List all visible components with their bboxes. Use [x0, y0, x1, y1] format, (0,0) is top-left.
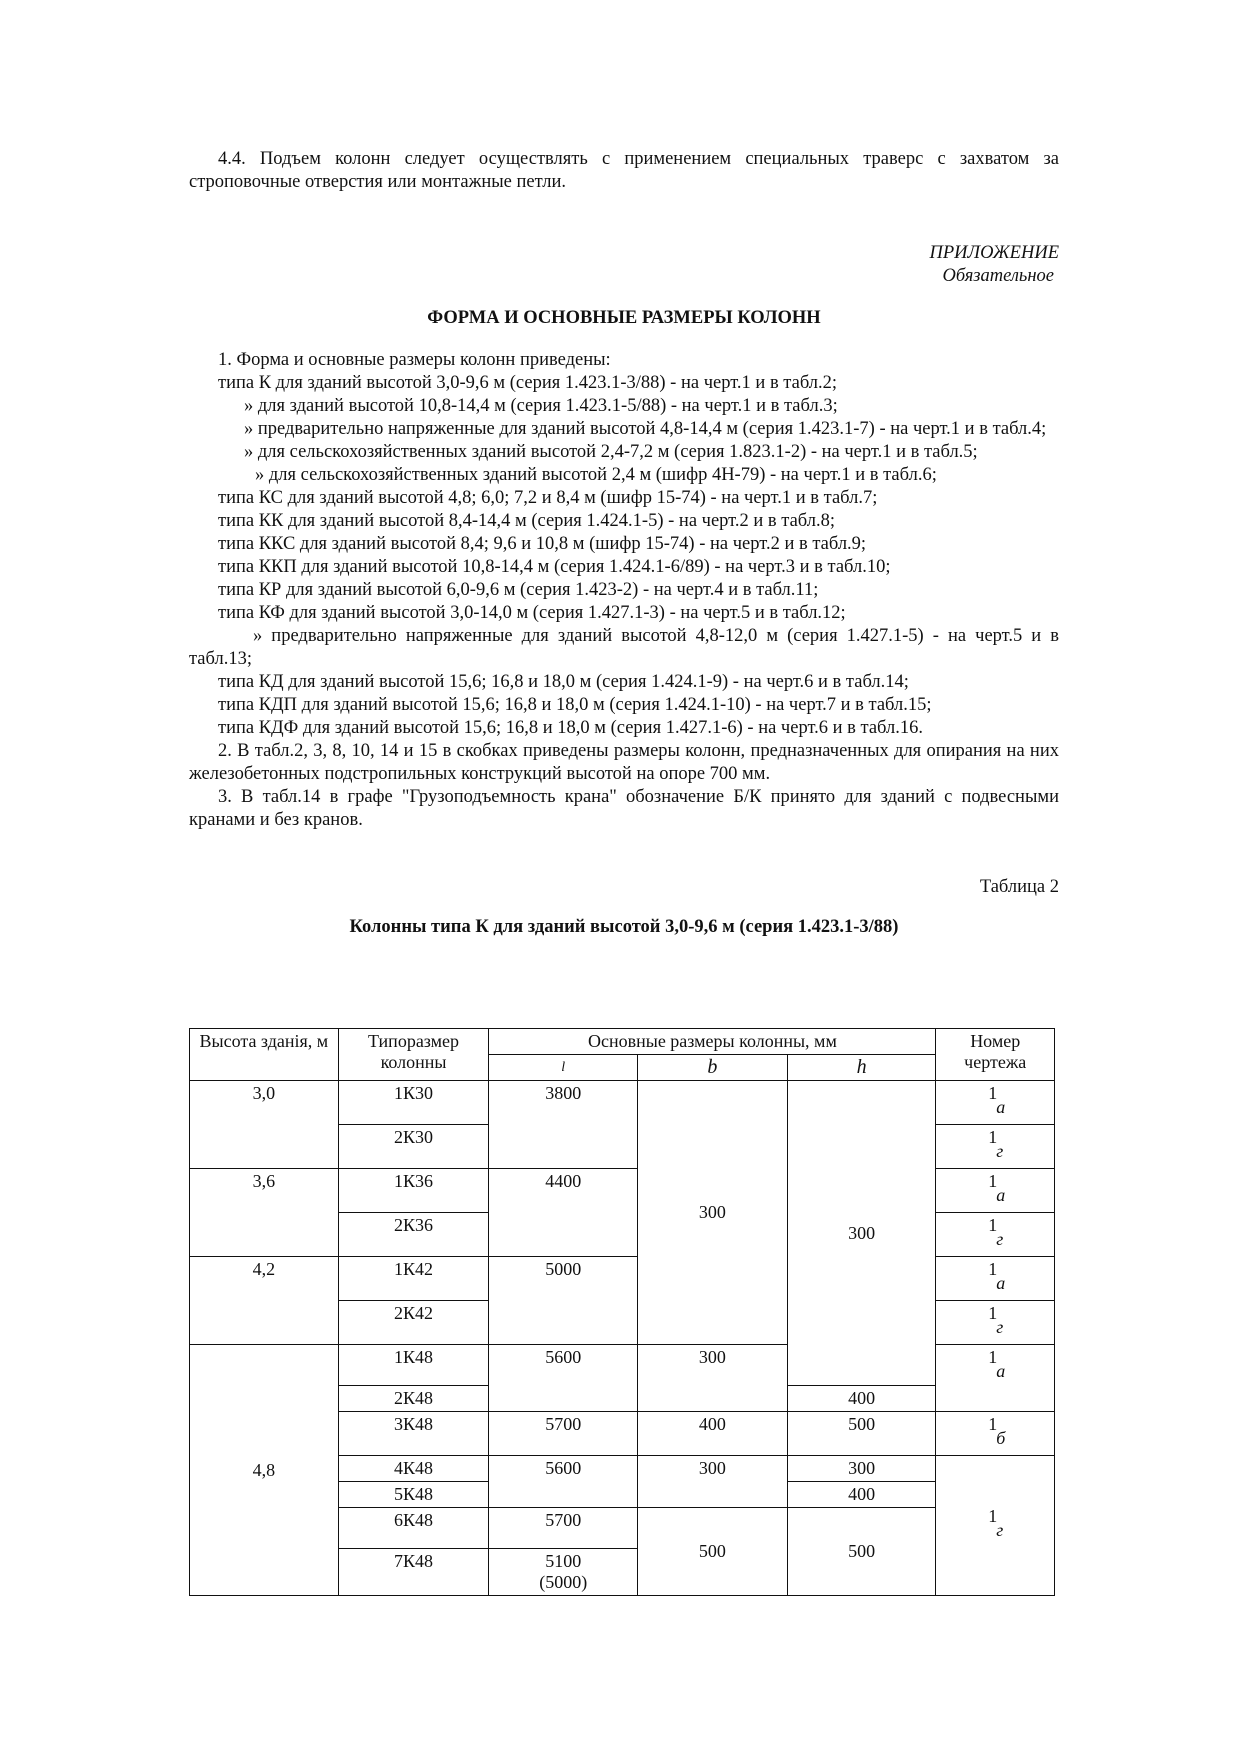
drawing-number: 1	[988, 1506, 998, 1526]
height-cell: 3,0	[190, 1081, 339, 1169]
item-17: 2. В табл.2, 3, 8, 10, 14 и 15 в скобках приведены размеры колонн, предназначенных для опирания на них железобетонных подстропильных конструкций высотой на опоре 700 мм.	[189, 741, 1059, 784]
l-cell: 5000	[489, 1257, 638, 1345]
header-height: Высота зданія, м	[190, 1029, 339, 1081]
item-8: типа КК для зданий высотой 8,4-14,4 м (серия 1.424.1-5) - на черт.2 и в табл.8;	[218, 511, 835, 531]
drawing-number: 1	[988, 1259, 998, 1279]
item-9: типа ККС для зданий высотой 8,4; 9,6 и 10,8 м (шифр 15-74) - на черт.2 и в табл.9;	[218, 534, 867, 554]
drawing-number: 1	[988, 1347, 998, 1367]
l-cell	[489, 1549, 638, 1596]
b-cell: 300	[638, 1456, 788, 1508]
drawing-number: 1	[988, 1171, 998, 1191]
drawing-cell	[936, 1125, 1055, 1169]
drawing-cell	[936, 1081, 1055, 1125]
l-value-alt: (5000)	[539, 1572, 588, 1592]
type-cell: 1К36	[338, 1169, 489, 1213]
l-cell: 5600	[489, 1456, 638, 1508]
drawing-number: 1	[988, 1303, 998, 1323]
drawing-number: 1	[988, 1414, 998, 1434]
b-cell: 500	[638, 1508, 788, 1596]
appendix-heading: ФОРМА И ОСНОВНЫЕ РАЗМЕРЫ КОЛОНН	[427, 308, 821, 328]
type-cell: 6К48	[338, 1508, 489, 1549]
section-4-4: 4.4. Подъем колонн следует осуществлять с применением специальных траверс с захватом за строповочные отверстия или монтажные петли.	[189, 149, 1059, 192]
item-1: 1. Форма и основные размеры колонн приведены:	[218, 350, 611, 370]
header-drawing: Номер чертежа	[936, 1029, 1055, 1081]
b-cell: 400	[638, 1412, 788, 1456]
item-11: типа КР для зданий высотой 6,0-9,6 м (серия 1.423-2) - на черт.4 и в табл.11;	[218, 580, 819, 600]
item-13: » предварительно напряженные для зданий высотой 4,8-12,0 м (серия 1.427.1-5) - на черт.5 и в табл.13;	[189, 626, 1059, 669]
l-cell: 5600	[489, 1345, 638, 1412]
height-cell: 3,6	[190, 1169, 339, 1257]
item-10: типа ККП для зданий высотой 10,8-14,4 м (серия 1.424.1-6/89) - на черт.3 и в табл.10;	[218, 557, 891, 577]
height-cell: 4,2	[190, 1257, 339, 1345]
drawing-cell	[936, 1169, 1055, 1213]
drawing-suffix: г	[996, 1317, 1004, 1337]
drawing-suffix: б	[996, 1428, 1006, 1448]
l-cell: 4400	[489, 1169, 638, 1257]
l-cell: 5700	[489, 1508, 638, 1549]
item-5: » для сельскохозяйственных зданий высотой 2,4-7,2 м (серия 1.823.1-2) - на черт.1 и в табл.5;	[244, 442, 978, 462]
drawing-suffix: а	[996, 1361, 1006, 1381]
columns-table	[189, 1028, 1055, 1596]
item-16: типа КДФ для зданий высотой 15,6; 16,8 и 18,0 м (серия 1.427.1-6) - на черт.6 и в табл.16.	[218, 718, 923, 738]
drawing-suffix: г	[996, 1229, 1004, 1249]
type-cell: 1К42	[338, 1257, 489, 1301]
appendix-status: Обязательное	[942, 266, 1054, 286]
l-cell: 5700	[489, 1412, 638, 1456]
table-title: Колонны типа К для зданий высотой 3,0-9,6 м (серия 1.423.1-3/88)	[349, 917, 899, 937]
l-value: 5100	[545, 1551, 582, 1571]
type-cell: 1К30	[338, 1081, 489, 1125]
type-cell: 2К36	[338, 1213, 489, 1257]
l-cell: 3800	[489, 1081, 638, 1169]
drawing-suffix: г	[996, 1520, 1004, 1540]
type-cell: 4К48	[338, 1456, 489, 1482]
drawing-suffix: а	[996, 1273, 1006, 1293]
type-cell: 1К48	[338, 1345, 489, 1386]
appendix-label: ПРИЛОЖЕНИЕ	[929, 243, 1059, 263]
drawing-number: 1	[988, 1215, 998, 1235]
drawing-cell	[936, 1345, 1055, 1412]
item-12: типа КФ для зданий высотой 3,0-14,0 м (серия 1.427.1-3) - на черт.5 и в табл.12;	[218, 603, 846, 623]
item-18: 3. В табл.14 в графе "Грузоподъемность крана" обозначение Б/К принято для зданий с подвесными кранами и без кранов.	[189, 787, 1059, 830]
header-l: l	[489, 1055, 638, 1081]
drawing-number: 1	[988, 1127, 998, 1147]
drawing-cell	[936, 1257, 1055, 1301]
drawing-cell	[936, 1412, 1055, 1456]
drawing-cell	[936, 1213, 1055, 1257]
item-7: типа КС для зданий высотой 4,8; 6,0; 7,2 и 8,4 м (шифр 15-74) - на черт.1 и в табл.7;	[218, 488, 878, 508]
type-cell: 5К48	[338, 1482, 489, 1508]
type-cell: 2К42	[338, 1301, 489, 1345]
item-6: » для сельскохозяйственных зданий высотой 2,4 м (шифр 4Н-79) - на черт.1 и в табл.6;	[255, 465, 937, 485]
drawing-number: 1	[988, 1083, 998, 1103]
item-3: » для зданий высотой 10,8-14,4 м (серия 1.423.1-5/88) - на черт.1 и в табл.3;	[244, 396, 838, 416]
type-cell: 2К30	[338, 1125, 489, 1169]
b-cell: 300	[638, 1345, 788, 1412]
header-h: h	[787, 1055, 936, 1081]
drawing-cell	[936, 1456, 1055, 1596]
item-4: » предварительно напряженные для зданий высотой 4,8-14,4 м (серия 1.423.1-7) - на черт.1 и в табл.4;	[244, 419, 1047, 439]
header-b: b	[638, 1055, 788, 1081]
h-cell: 400	[787, 1386, 936, 1412]
document-body	[189, 148, 1059, 939]
item-14: типа КД для зданий высотой 15,6; 16,8 и 18,0 м (серия 1.424.1-9) - на черт.6 и в табл.14;	[218, 672, 909, 692]
h-cell: 400	[787, 1482, 936, 1508]
h-cell: 300	[787, 1081, 936, 1386]
height-cell: 4,8	[190, 1345, 339, 1596]
type-cell: 2К48	[338, 1386, 489, 1412]
type-cell: 7К48	[338, 1549, 489, 1596]
item-15: типа КДП для зданий высотой 15,6; 16,8 и 18,0 м (серия 1.424.1-10) - на черт.7 и в табл.15;	[218, 695, 932, 715]
h-cell: 300	[787, 1456, 936, 1482]
header-dims: Основные размеры колонны, мм	[489, 1029, 936, 1055]
item-2: типа К для зданий высотой 3,0-9,6 м (серия 1.423.1-3/88) - на черт.1 и в табл.2;	[218, 373, 838, 393]
header-type: Типоразмер колонны	[338, 1029, 489, 1081]
h-cell: 500	[787, 1508, 936, 1596]
table-label: Таблица 2	[979, 877, 1059, 897]
drawing-suffix: а	[996, 1185, 1006, 1205]
type-cell: 3К48	[338, 1412, 489, 1456]
drawing-suffix: а	[996, 1097, 1006, 1117]
drawing-cell	[936, 1301, 1055, 1345]
drawing-suffix: г	[996, 1141, 1004, 1161]
h-cell: 500	[787, 1412, 936, 1456]
b-cell: 300	[638, 1081, 788, 1345]
